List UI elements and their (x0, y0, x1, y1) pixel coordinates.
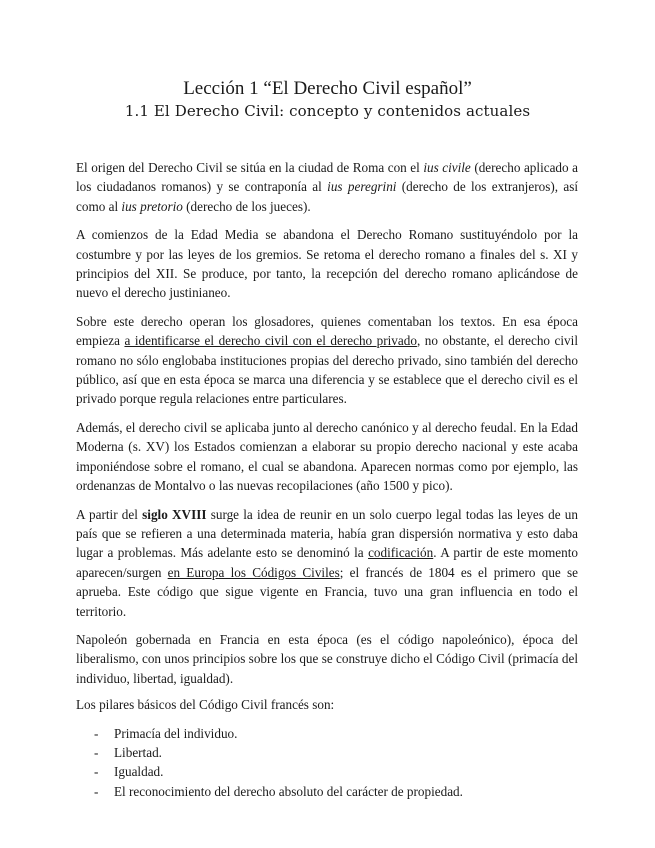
paragraph-2: A comienzos de la Edad Media se abandona el Derecho Romano sustituyéndolo por la costumbre y por las leyes de los gremios. Se retoma el derecho romano a finales del s. XI y principios del XII. Se produce, por tanto, la recepción del derecho romano aplicándose de nuevo el derecho justinianeo. (76, 227, 578, 301)
list-dash: - (94, 725, 99, 741)
list-item-text: Primacía del individuo. (114, 725, 238, 741)
p5-text-3: . A partir de este momento aparecen/surgen (76, 545, 579, 580)
p1-term-ius-peregrini: ius peregrini (327, 179, 397, 195)
list-dash: - (94, 764, 99, 780)
p5-bold-century: siglo XVIII (142, 506, 207, 522)
p5-underlined-codigos: en Europa los Códigos Civiles (167, 564, 340, 580)
lesson-title: Lección 1 “El Derecho Civil español” (183, 78, 472, 99)
p3-text-2: , no obstante, el derecho civil romano no sólo englobaba instituciones propias del derecho privado, sino también del derecho público, así que en esta época se marca una diferencia y se establece que el derecho civil es el privado porque regula relaciones entre particulares. (76, 333, 578, 407)
p1-text-2: (derecho aplicado a los ciudadanos romanos) y se contraponía al (76, 160, 578, 195)
document-body (76, 158, 578, 801)
section-title: 1.1 El Derecho Civil: concepto y contenidos actuales (124, 102, 531, 120)
p1-term-ius-pretorio: ius pretorio (121, 198, 183, 214)
p3-text-1: Sobre este derecho operan los glosadores, quienes comentaban los textos. En esa época empieza (76, 313, 578, 349)
list-dash: - (94, 783, 99, 799)
list-item (76, 782, 578, 801)
p1-text-3: (derecho de los extranjeros), así como al (76, 179, 578, 214)
p5-underlined-codificacion: codificación (368, 545, 434, 561)
paragraph-5 (76, 505, 578, 621)
list-dash: - (94, 744, 99, 760)
p3-underlined-phrase: a identificarse el derecho civil con el derecho privado (124, 333, 417, 349)
p1-text-1: El origen del Derecho Civil se sitúa en la ciudad de Roma con el (76, 160, 424, 175)
p1-text-4: (derecho de los jueces). (182, 198, 311, 214)
list-item-text: Igualdad. (114, 764, 164, 780)
p5-text-1: A partir del (76, 506, 143, 522)
paragraph-3 (76, 312, 578, 409)
p1-term-ius-civile: ius civile (423, 160, 471, 175)
paragraph-1 (76, 158, 578, 216)
p5-text-2: surge la idea de reunir en un solo cuerpo legal todas las leyes de un país que se refieren a una determinada materia, había gran dispersión normativa y esto daba lugar a problemas. Más adelante esto se denominó la (76, 506, 578, 561)
list-item-text: Libertad. (114, 744, 162, 760)
list-intro: Los pilares básicos del Código Civil francés son: (76, 697, 335, 713)
list-item-text: El reconocimiento del derecho absoluto del carácter de propiedad. (114, 783, 463, 799)
paragraph-6: Napoleón gobernada en Francia en esta época (es el código napoleónico), época del liberalismo, con unos principios sobre los que se construye dicho el Código Civil (primacía del individuo, libertad, igualdad). (76, 631, 578, 686)
list-item (76, 743, 578, 762)
paragraph-4: Además, el derecho civil se aplicaba junto al derecho canónico y al derecho feudal. En la Edad Moderna (s. XV) los Estados comienzan a elaborar su propio derecho nacional y este acaba imponiéndose sobre el romano, el cual se abandona. Aparecen normas como por ejemplo, las ordenanzas de Montalvo o las nuevas recopilaciones (año 1500 y pico). (76, 419, 578, 494)
title-block (0, 78, 655, 122)
p5-text-4: ; el francés de 1804 es el primero que se aprueba. Este código que sigue vigente en Francia, tuvo una gran influencia en todo el territorio. (76, 564, 578, 619)
list-item (76, 724, 578, 743)
pillars-list (76, 724, 578, 802)
list-item (76, 762, 578, 781)
